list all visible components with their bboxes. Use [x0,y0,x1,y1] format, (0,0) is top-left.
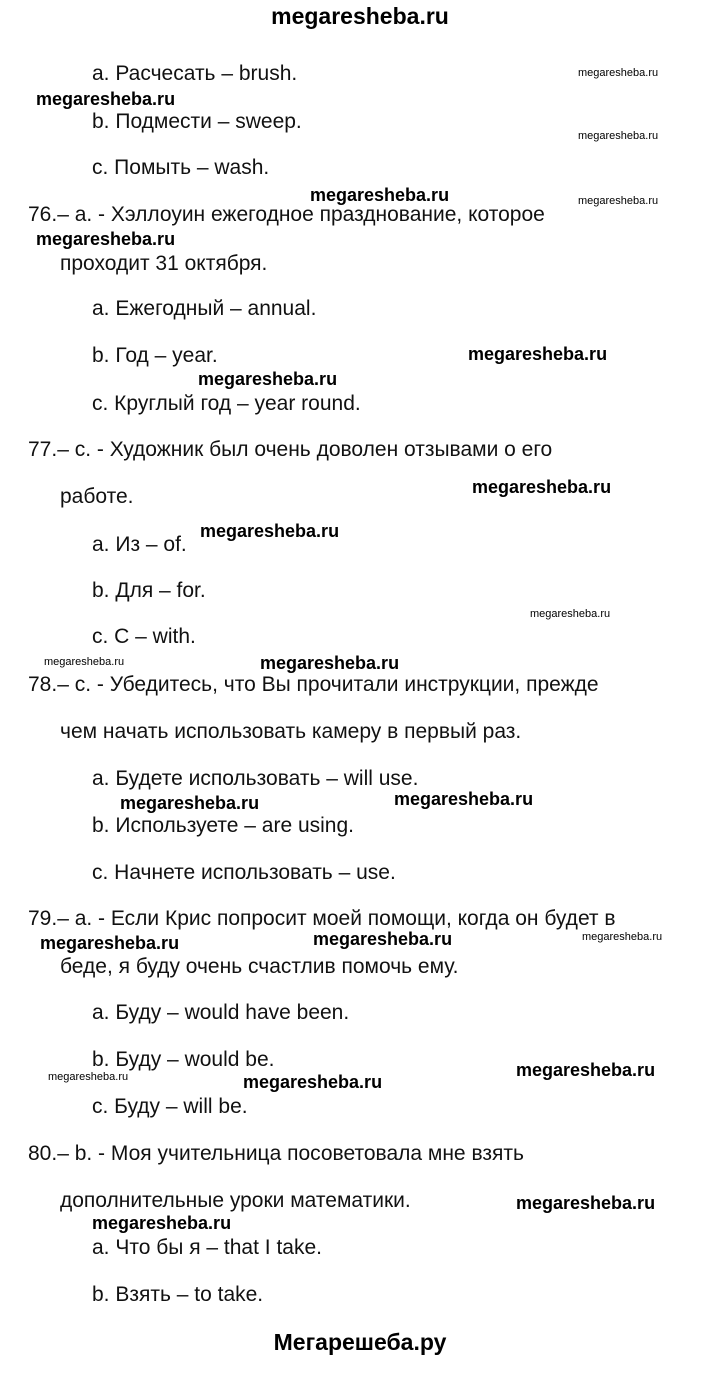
watermark: megaresheba.ru [243,1072,383,1092]
answer-line: b. Взять – to take. [92,1283,264,1306]
watermark: megaresheba.ru [44,656,125,668]
answer-line: c. Начнете использовать – use. [92,861,396,884]
watermark: megaresheba.ru [530,608,611,620]
answer-line: a. Что бы я – that I take. [92,1236,322,1259]
watermark: megaresheba.ru [394,789,534,809]
answer-line: b. Буду – would be. [92,1048,275,1071]
watermark: megaresheba.ru [40,933,180,953]
site-header: megaresheba.ru [271,3,449,29]
answer-line: a. Расчесать – brush. [92,62,298,85]
question-line: дополнительные уроки математики. [60,1189,411,1212]
question-line: 77.– c. - Художник был очень доволен отзывами о его [28,438,553,461]
watermark: megaresheba.ru [200,521,340,541]
question-line: чем начать использовать камеру в первый раз. [60,720,522,743]
watermark: megaresheba.ru [48,1071,129,1083]
question-line: проходит 31 октября. [60,252,268,275]
answer-line: a. Ежегодный – annual. [92,297,317,320]
answer-line: a. Буду – would have been. [92,1001,350,1024]
watermark: megaresheba.ru [36,229,176,249]
question-line: работе. [60,485,134,508]
watermark: megaresheba.ru [578,67,659,79]
watermark: megaresheba.ru [260,653,400,673]
answer-line: a. Из – of. [92,533,187,556]
answer-line: b. Подмести – sweep. [92,110,302,133]
answer-line: b. Используете – are using. [92,814,354,837]
question-line: 80.– b. - Моя учительница посоветовала мне взять [28,1142,524,1165]
watermark: megaresheba.ru [36,89,176,109]
watermark: megaresheba.ru [578,130,659,142]
watermark: megaresheba.ru [468,344,608,364]
answer-line: c. Круглый год – year round. [92,392,361,415]
answer-line: b. Год – year. [92,344,218,367]
watermark: megaresheba.ru [92,1213,232,1233]
answer-line: b. Для – for. [92,579,206,602]
watermark: megaresheba.ru [578,195,659,207]
watermark: megaresheba.ru [516,1193,656,1213]
answer-line: c. Буду – will be. [92,1095,248,1118]
watermark: megaresheba.ru [120,793,260,813]
watermark: megaresheba.ru [313,929,453,949]
watermark: megaresheba.ru [582,931,663,943]
question-line: 79.– a. - Если Крис попросит моей помощи, когда он будет в [28,907,616,930]
question-line: 78.– c. - Убедитесь, что Вы прочитали инструкции, прежде [28,673,599,696]
question-line: 76.– a. - Хэллоуин ежегодное празднование, которое [28,203,545,226]
watermark: megaresheba.ru [472,477,612,497]
watermark: megaresheba.ru [310,185,450,205]
answer-line: a. Будете использовать – will use. [92,767,419,790]
answer-line: c. Помыть – wash. [92,156,270,179]
site-footer: Мегарешеба.ру [273,1329,447,1355]
answer-line: c. С – with. [92,625,196,648]
watermark: megaresheba.ru [516,1060,656,1080]
watermark: megaresheba.ru [198,369,338,389]
question-line: беде, я буду очень счастлив помочь ему. [60,955,459,978]
